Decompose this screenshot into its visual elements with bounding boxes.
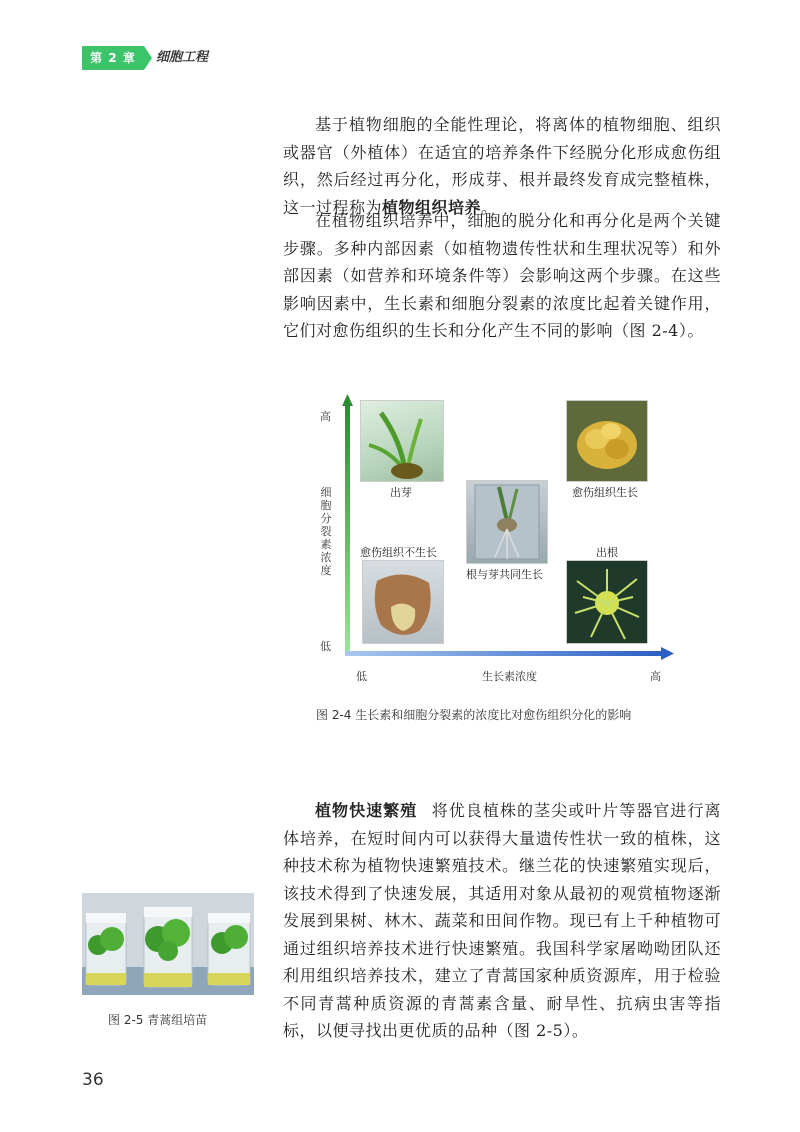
chapter-title: 细胞工程: [156, 50, 209, 65]
root-drawing: [567, 561, 647, 643]
callus-drawing: [567, 401, 647, 481]
photo-root: [566, 560, 648, 644]
y-axis-title: 细胞分裂素浓度: [320, 486, 332, 577]
paragraph-rapid-propagation: [283, 797, 721, 1045]
page-number: 36: [82, 1070, 104, 1090]
paragraph-text: 将优良植株的茎尖或叶片等器官进行离体培养，在短时间内可以获得大量遗传性状一致的植株，这种技术称为植物快速繁殖技术。继兰花的快速繁殖实现后，该技术得到了快速发展，其适用对象从最初的观赏植物逐渐发展到果树、林木、蔬菜和田间作物。现已有上千种植物可通过组织培养技术进行快速繁殖。我国科学家屠呦呦团队还利用组织培养技术，建立了青蒿国家种质资源库，用于检验不同青蒿种质资源的青蒿素含量、耐旱性、抗病虫害等指标，以便寻找出更优质的品种（图 2-5）。: [283, 801, 721, 1040]
y-high-label: 高: [320, 410, 331, 423]
figure-2-5-caption: 图 2-5 青蒿组培苗: [108, 1013, 208, 1027]
x-high-label: 高: [650, 670, 661, 683]
figure-2-4-caption: 图 2-4 生长素和细胞分裂素的浓度比对愈伤组织分化的影响: [316, 708, 632, 722]
photo-shoot: [360, 400, 444, 482]
label-shoot: 出芽: [390, 486, 412, 499]
paragraph-text: 在植物组织培养中，细胞的脱分化和再分化是两个关键步骤。多种内部因素（如植物遗传性状和生理状况等）和外部因素（如营养和环境条件等）会影响这两个步骤。在这些影响因素中，生长素和细胞分裂素的浓度比起着关键作用，它们对愈伤组织的生长和分化产生不同的影响（图 2-4）。: [283, 211, 721, 340]
figure-2-5-photo: [82, 893, 254, 995]
figure-2-4: [300, 390, 690, 690]
shoot-drawing: [361, 401, 443, 481]
chapter-badge: 第 2 章: [82, 46, 144, 70]
no-growth-drawing: [363, 561, 443, 643]
photo-callus-growth: [566, 400, 648, 482]
label-callus-no-growth: 愈伤组织不生长: [360, 546, 437, 559]
x-axis-line: [345, 651, 663, 656]
y-axis-arrow: [342, 394, 353, 406]
tissue-culture-jars: [82, 893, 254, 995]
x-low-label: 低: [356, 670, 367, 683]
photo-root-and-shoot: [466, 480, 548, 564]
paragraph-key-steps: [283, 207, 721, 345]
paragraph-text: 基于植物细胞的全能性理论，将离体的植物细胞、组织或器官（外植体）在适宜的培养条件下经脱分化形成愈伤组织，然后经过再分化，形成芽、根并最终发育成完整植株，这一过程称为: [283, 115, 721, 217]
section-term: 植物快速繁殖: [315, 801, 418, 820]
photo-callus-no-growth: [362, 560, 444, 644]
key-term: 植物组织培养: [382, 197, 482, 217]
label-root: 出根: [596, 546, 618, 559]
y-axis-line: [345, 404, 350, 656]
paragraph-plant-tissue-culture: [283, 111, 721, 221]
label-callus-growth: 愈伤组织生长: [572, 486, 638, 499]
root-shoot-drawing: [467, 481, 547, 563]
label-root-and-shoot: 根与芽共同生长: [466, 568, 543, 581]
y-low-label: 低: [320, 640, 331, 653]
x-axis-title: 生长素浓度: [482, 670, 537, 683]
x-axis-arrow: [661, 647, 674, 660]
paragraph-end: 。: [481, 197, 498, 217]
